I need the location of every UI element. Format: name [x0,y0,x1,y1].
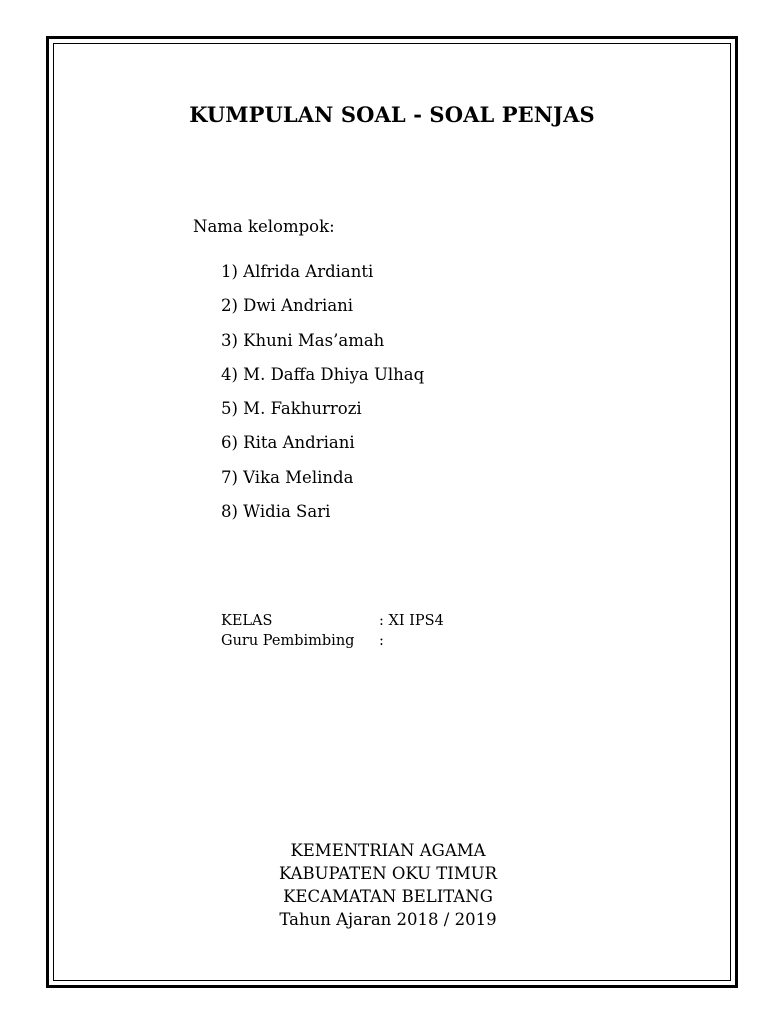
list-item: 5) M. Fakhurrozi [221,399,362,419]
class-info [221,612,444,652]
guru-label: Guru Pembimbing [221,633,355,649]
list-item: 1) Alfrida Ardianti [221,262,374,281]
kelas-row [221,612,444,632]
academic-year-line: Tahun Ajaran 2018 / 2019 [279,910,497,929]
kelas-value: : XI IPS4 [379,613,444,629]
list-item: 2) Dwi Andriani [221,296,354,316]
member-list [221,262,424,536]
kelas-label: KELAS [221,613,273,629]
guru-value: : [379,633,384,649]
list-item: 7) Vika Melinda [221,467,354,487]
list-item: 4) M. Daffa Dhiya Ulhaq [221,364,425,384]
ministry-line: KEMENTRIAN AGAMA [290,841,486,860]
group-label: Nama kelompok: [193,217,335,236]
regency-line: KABUPATEN OKU TIMUR [278,864,498,883]
institution-footer [0,840,768,932]
guru-row [221,632,444,652]
list-item: 8) Widia Sari [221,502,331,522]
list-item: 3) Khuni Mas’amah [221,330,385,350]
document-title: KUMPULAN SOAL - SOAL PENJAS [189,102,595,127]
district-line: KECAMATAN BELITANG [283,887,493,906]
list-item: 6) Rita Andriani [221,433,355,453]
